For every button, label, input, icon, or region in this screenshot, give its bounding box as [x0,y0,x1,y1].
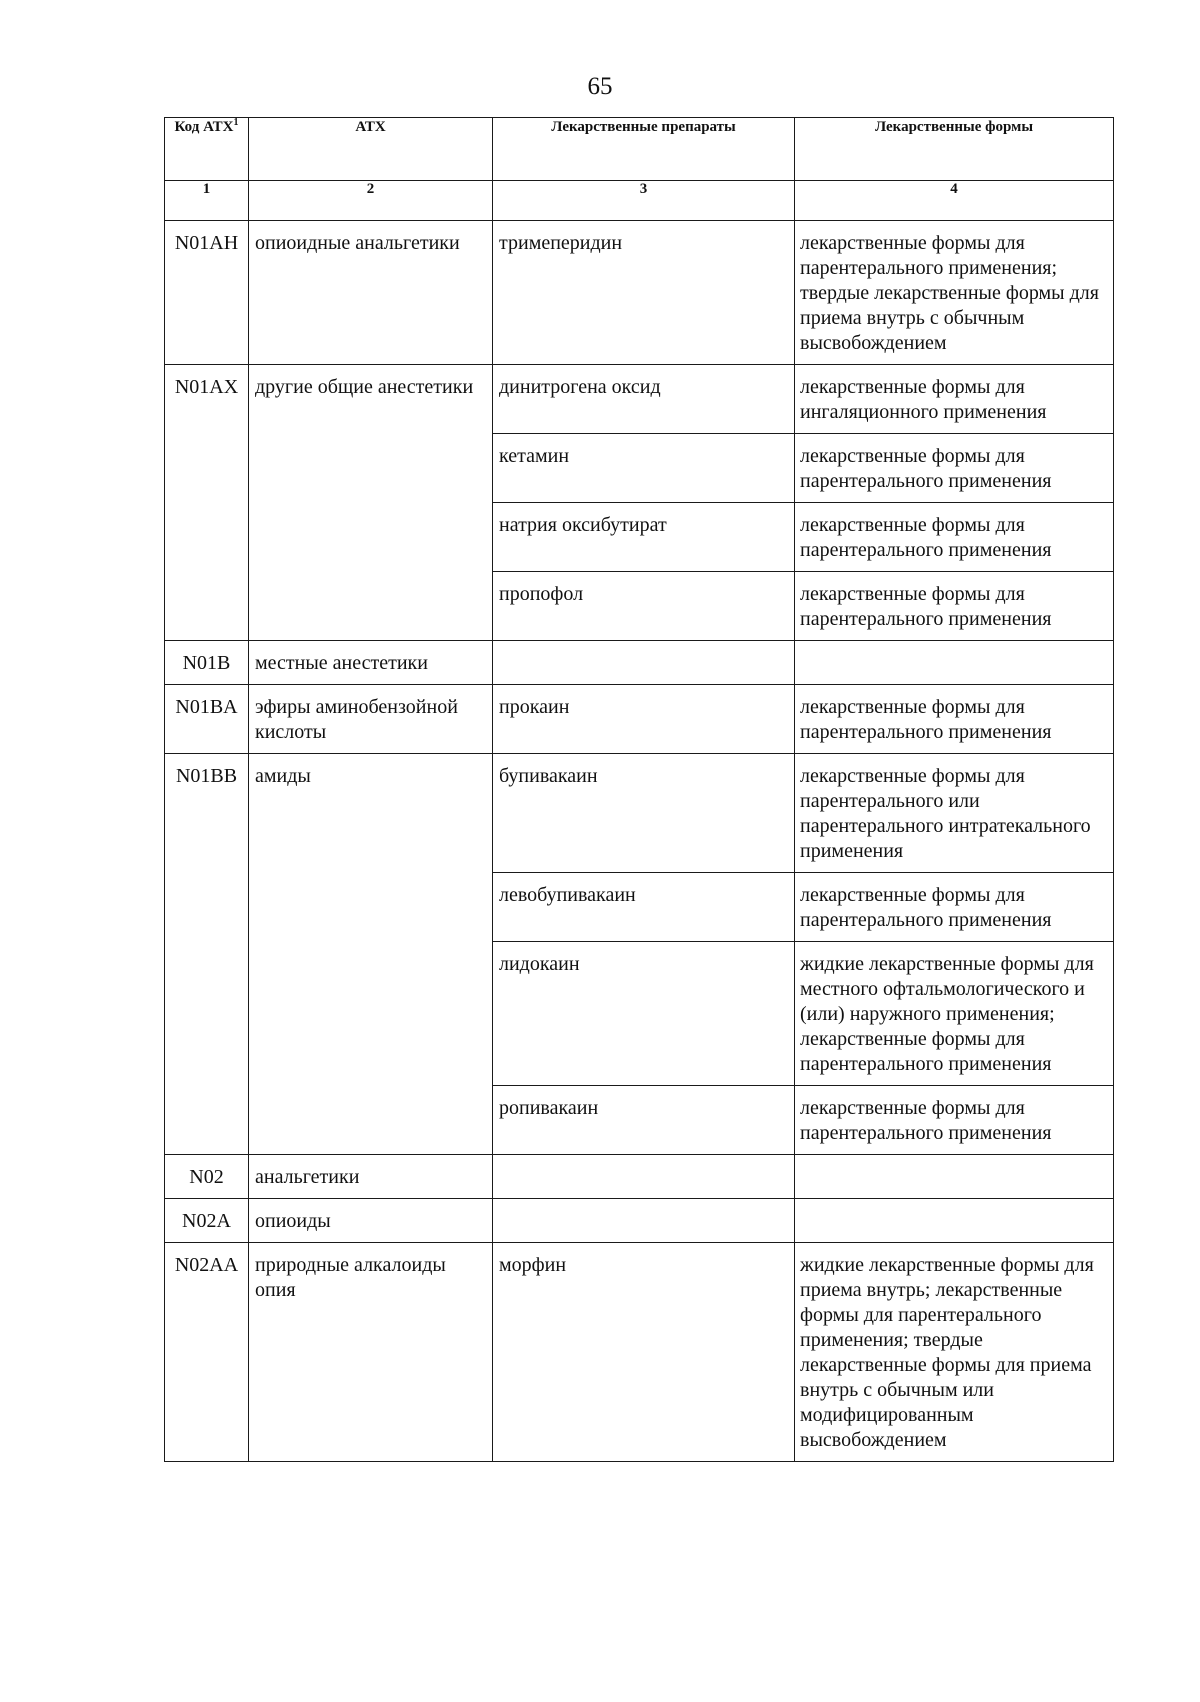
atx-code: N01BA [175,696,238,718]
atx-group-name: местные анестетики [255,652,428,674]
atx-code-cell [165,754,249,1155]
dosage-form [795,641,1113,659]
dosage-form-cell [795,503,1114,572]
drug-name: кетамин [499,445,570,467]
table-row [165,754,1114,873]
dosage-form: лекарственные формы для парентерального применения [800,884,1052,931]
dosage-form-cell [795,873,1114,942]
atx-group-name: опиоиды [255,1210,331,1232]
drug-cell [493,1243,795,1462]
dosage-form-cell [795,365,1114,434]
dosage-form: жидкие лекарственные формы для приема внутрь; лекарственные формы для парентерального применения; твердые лекарственные формы для приема внутрь с обычным или модифицированным высвобождением [800,1254,1094,1451]
atx-code-cell [165,221,249,365]
table-row [165,685,1114,754]
header-atx: АТХ [249,118,493,181]
drug-table [164,117,1114,1462]
atx-group-cell [249,1155,493,1199]
table-row [165,641,1114,685]
table-row [165,1243,1114,1462]
drug-cell [493,365,795,434]
atx-group-cell [249,221,493,365]
atx-group-name: эфиры аминобензойной кислоты [255,696,458,743]
atx-code-cell [165,365,249,641]
drug-name: левобупивакаин [499,884,636,906]
dosage-form-cell [795,641,1114,685]
atx-group-cell [249,754,493,1155]
dosage-form-cell [795,1199,1114,1243]
column-number-row [165,181,1114,221]
drug-cell [493,942,795,1086]
atx-group-name: природные алкалоиды опия [255,1254,446,1301]
drug-name [493,1155,794,1173]
table-row [165,1155,1114,1199]
dosage-form: лекарственные формы для парентерального применения [800,583,1052,630]
table-body [165,221,1114,1462]
drug-cell [493,572,795,641]
drug-name: пропофол [499,583,584,605]
dosage-form-cell [795,572,1114,641]
drug-cell [493,873,795,942]
atx-group-name: опиоидные анальгетики [255,232,460,254]
dosage-form: лекарственные формы для парентерального применения [800,696,1052,743]
header-forms: Лекарственные формы [795,118,1114,181]
drug-cell [493,221,795,365]
drug-name: морфин [499,1254,567,1276]
table-header [165,118,1114,221]
dosage-form: лекарственные формы для парентерального применения [800,1097,1052,1144]
dosage-form: лекарственные формы для парентерального применения [800,445,1052,492]
atx-group-name: амиды [255,765,311,787]
atx-group-cell [249,365,493,641]
dosage-form: лекарственные формы для парентерального или парентерального интратекального применения [800,765,1091,862]
dosage-form-cell [795,685,1114,754]
drug-name [493,641,794,659]
dosage-form: лекарственные формы для парентерального применения; твердые лекарственные формы для приема внутрь с обычным высвобождением [800,232,1099,354]
drug-name: тримеперидин [499,232,623,254]
dosage-form [795,1199,1113,1217]
dosage-form-cell [795,1086,1114,1155]
atx-group-cell [249,1243,493,1462]
dosage-form-cell [795,1155,1114,1199]
atx-code: N01B [182,652,231,674]
dosage-form-cell [795,942,1114,1086]
drug-name: лидокаин [499,953,580,975]
dosage-form-cell [795,434,1114,503]
drug-cell [493,641,795,685]
atx-code-cell [165,685,249,754]
atx-code: N02A [182,1210,231,1232]
drug-cell [493,1155,795,1199]
header-code-label: Код АТХ [174,119,234,135]
header-code-footnote: 1 [233,117,239,128]
dosage-form: жидкие лекарственные формы для местного офтальмологического и (или) наружного применения; лекарственные формы для парентерального применения [800,953,1094,1075]
atx-code: N02 [189,1166,224,1188]
drug-cell [493,685,795,754]
dosage-form-cell [795,221,1114,365]
column-number: 1 [165,181,249,221]
atx-group-cell [249,1199,493,1243]
dosage-form: лекарственные формы для парентерального применения [800,514,1052,561]
drug-cell [493,434,795,503]
atx-group-name: анальгетики [255,1166,360,1188]
column-number: 2 [249,181,493,221]
atx-code-cell [165,1199,249,1243]
drug-cell [493,1199,795,1243]
column-number: 4 [795,181,1114,221]
header-code [165,118,249,181]
atx-group-name: другие общие анестетики [255,376,474,398]
drug-cell [493,1086,795,1155]
table-row [165,221,1114,365]
drug-cell [493,754,795,873]
table-row [165,365,1114,434]
column-number: 3 [493,181,795,221]
atx-group-cell [249,641,493,685]
drug-name: ропивакаин [499,1097,599,1119]
drug-cell [493,503,795,572]
table-row [165,1199,1114,1243]
header-drugs: Лекарственные препараты [493,118,795,181]
drug-name: бупивакаин [499,765,598,787]
page-number: 65 [587,73,613,100]
dosage-form-cell [795,1243,1114,1462]
atx-code: N01AH [174,232,239,254]
atx-group-cell [249,685,493,754]
header-row [165,118,1114,181]
atx-code-cell [165,1243,249,1462]
dosage-form-cell [795,754,1114,873]
atx-code: N02AA [174,1254,239,1276]
drug-name: натрия оксибутират [499,514,667,536]
drug-name [493,1199,794,1217]
atx-code: N01AX [174,376,239,398]
drug-name: прокаин [499,696,570,718]
atx-code-cell [165,1155,249,1199]
atx-code: N01BB [175,765,238,787]
dosage-form [795,1155,1113,1173]
drug-name: динитрогена оксид [499,376,661,398]
atx-code-cell [165,641,249,685]
dosage-form: лекарственные формы для ингаляционного применения [800,376,1047,423]
